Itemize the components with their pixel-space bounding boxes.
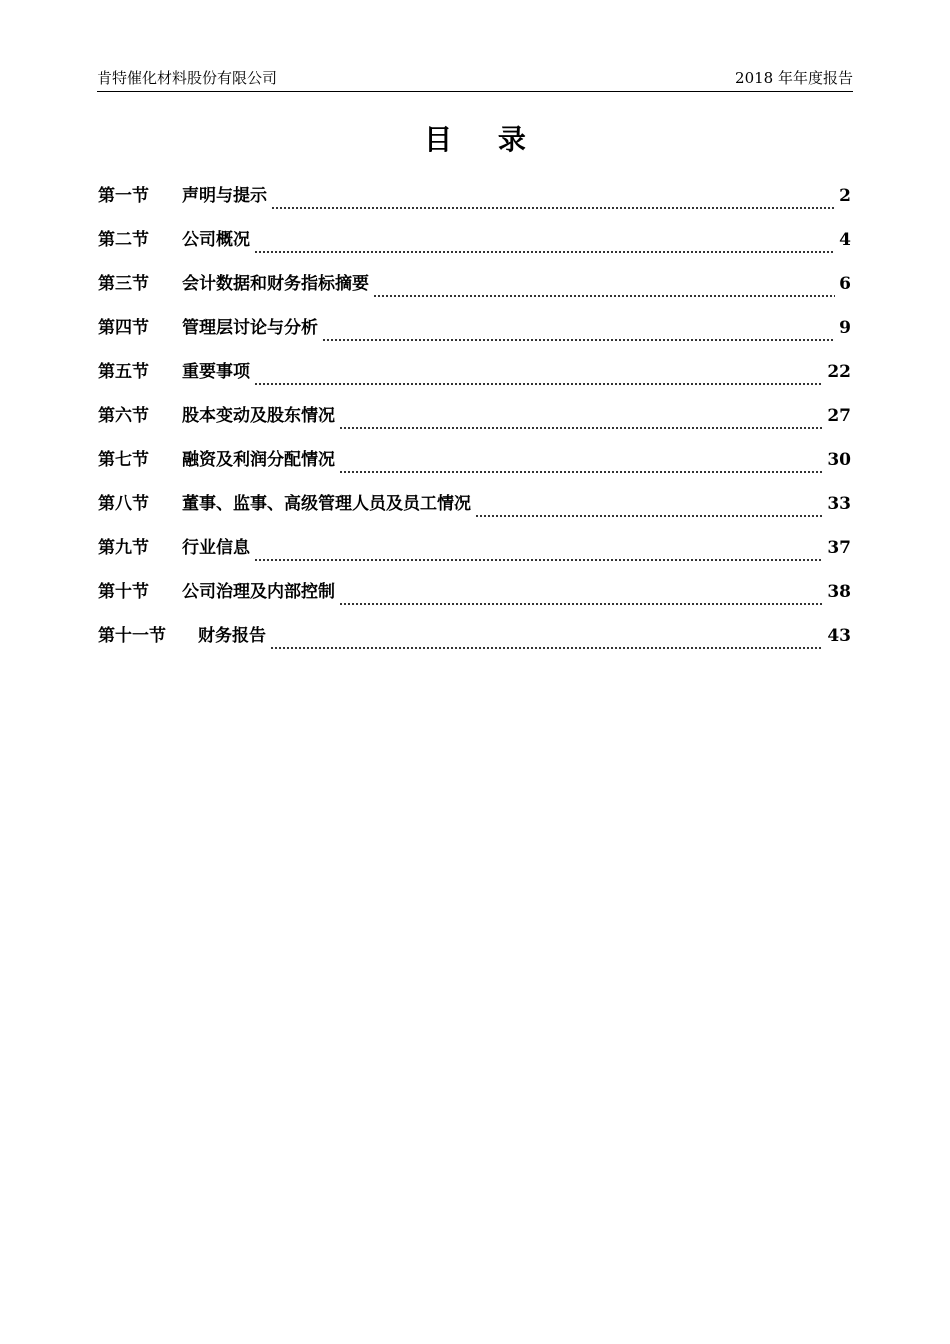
- toc-section-name: 管理层讨论与分析: [182, 318, 318, 338]
- toc-page-number: 37: [827, 538, 851, 558]
- toc-entry-3[interactable]: [98, 268, 851, 312]
- toc-leader-dots: [270, 647, 823, 649]
- toc-leader-dots: [475, 515, 823, 517]
- toc-leader-dots: [271, 207, 835, 209]
- toc-section-number: 第一节: [98, 186, 149, 206]
- toc-page-number: 38: [827, 582, 851, 602]
- toc-section-number: 第六节: [98, 406, 149, 426]
- toc-section-number: 第十一节: [98, 626, 166, 646]
- toc-section-name: 会计数据和财务指标摘要: [182, 274, 369, 294]
- toc-leader-dots: [339, 603, 823, 605]
- toc-section-number: 第八节: [98, 494, 149, 514]
- toc-page-number: 27: [827, 406, 851, 426]
- toc-section-number: 第三节: [98, 274, 149, 294]
- toc-entry-1[interactable]: [98, 180, 851, 224]
- toc-page-number: 2: [839, 186, 851, 206]
- toc-entry-4[interactable]: [98, 312, 851, 356]
- toc-leader-dots: [254, 251, 835, 253]
- toc-page-number: 43: [827, 626, 851, 646]
- toc-leader-dots: [254, 559, 823, 561]
- toc-section-number: 第七节: [98, 450, 149, 470]
- toc-leader-dots: [339, 427, 823, 429]
- toc-section-name: 重要事项: [182, 362, 250, 382]
- toc-entry-2[interactable]: [98, 224, 851, 268]
- toc-section-name: 股本变动及股东情况: [182, 406, 335, 426]
- toc-section-name: 董事、监事、高级管理人员及员工情况: [182, 494, 471, 514]
- toc-section-name: 公司概况: [182, 230, 250, 250]
- table-of-contents: [98, 180, 851, 664]
- toc-section-number: 第四节: [98, 318, 149, 338]
- toc-page-number: 30: [827, 450, 851, 470]
- toc-entry-8[interactable]: [98, 488, 851, 532]
- page-header: [97, 66, 853, 92]
- toc-section-number: 第九节: [98, 538, 149, 558]
- toc-page-number: 33: [827, 494, 851, 514]
- toc-leader-dots: [254, 383, 823, 385]
- toc-section-name: 财务报告: [198, 626, 266, 646]
- toc-section-number: 第五节: [98, 362, 149, 382]
- header-company-name: 肯特催化材料股份有限公司: [97, 69, 278, 87]
- toc-section-name: 融资及利润分配情况: [182, 450, 335, 470]
- page-title: 目 录: [424, 123, 544, 156]
- toc-section-name: 行业信息: [182, 538, 250, 558]
- toc-leader-dots: [373, 295, 835, 297]
- header-report-title: 2018 年年度报告: [735, 69, 853, 87]
- toc-section-number: 第十节: [98, 582, 149, 602]
- toc-entry-7[interactable]: [98, 444, 851, 488]
- toc-page-number: 4: [839, 230, 851, 250]
- toc-entry-10[interactable]: [98, 576, 851, 620]
- toc-page-number: 22: [827, 362, 851, 382]
- toc-entry-9[interactable]: [98, 532, 851, 576]
- toc-page-number: 6: [839, 274, 851, 294]
- toc-section-number: 第二节: [98, 230, 149, 250]
- toc-leader-dots: [339, 471, 823, 473]
- toc-entry-5[interactable]: [98, 356, 851, 400]
- toc-section-name: 公司治理及内部控制: [182, 582, 335, 602]
- toc-section-name: 声明与提示: [182, 186, 267, 206]
- toc-entry-11[interactable]: [98, 620, 851, 664]
- toc-page-number: 9: [839, 318, 851, 338]
- toc-entry-6[interactable]: [98, 400, 851, 444]
- toc-leader-dots: [322, 339, 835, 341]
